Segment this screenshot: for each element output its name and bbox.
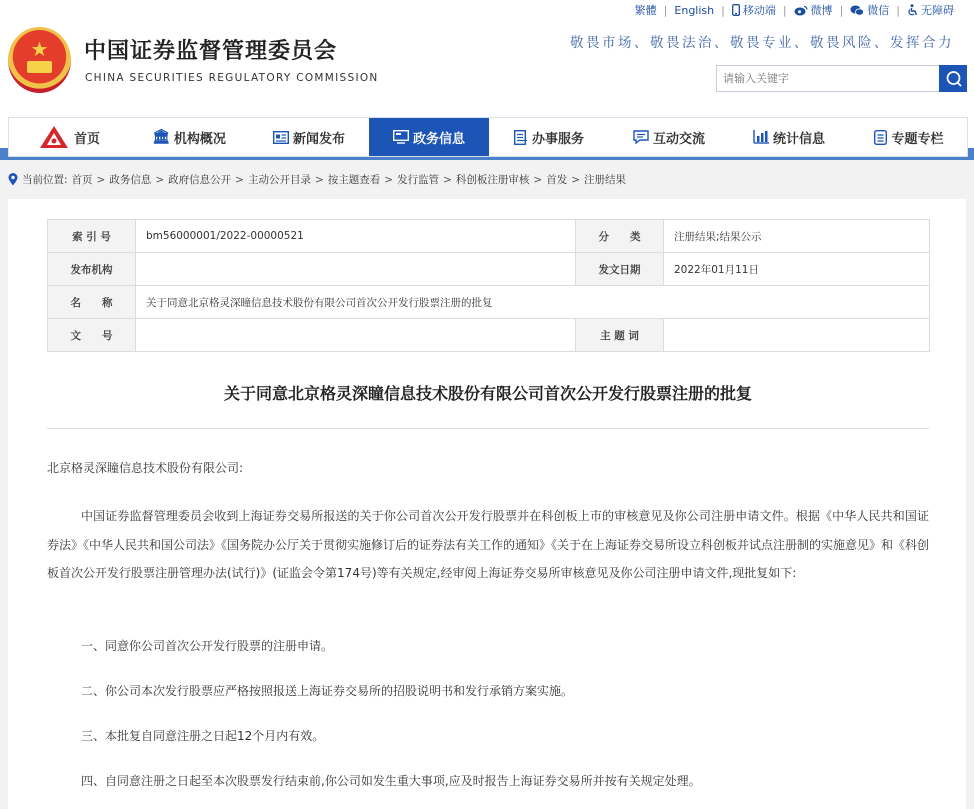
building-icon: 🏛	[152, 129, 170, 145]
accessibility-link-label: 无障碍	[921, 4, 954, 17]
document-icon	[514, 130, 528, 145]
nav-item-label: 首页	[73, 131, 100, 147]
separator: |	[896, 3, 900, 17]
monitor-icon	[393, 130, 409, 144]
breadcrumb-separator: >	[384, 173, 394, 186]
weibo-link-label: 微博	[810, 4, 833, 17]
national-emblem-logo	[8, 27, 71, 93]
table-row	[48, 220, 930, 253]
index-label: 索 引 号	[48, 220, 136, 253]
nav-item-home[interactable]	[9, 118, 129, 156]
nav-item-statistics[interactable]	[729, 118, 849, 156]
breadcrumb-item[interactable]: 首页	[71, 174, 93, 186]
breadcrumb-separator: >	[155, 173, 165, 186]
nav-item-label: 机构概况	[173, 131, 226, 147]
issuer-value	[136, 253, 576, 286]
breadcrumb-prefix: 当前位置:	[22, 174, 68, 186]
wechat-icon	[850, 5, 864, 16]
search-box	[716, 65, 967, 92]
separator: |	[663, 3, 668, 17]
nav-item-about[interactable]	[129, 118, 249, 156]
bar-chart-icon	[753, 130, 769, 144]
nav-item-topics[interactable]	[849, 118, 969, 156]
breadcrumb-separator: >	[235, 173, 244, 186]
breadcrumb-separator: >	[443, 173, 452, 186]
traditional-chinese-link[interactable]: 繁體	[634, 4, 657, 17]
approval-item: 一、同意你公司首次公开发行股票的注册申请。	[81, 639, 334, 653]
nav-item-interaction[interactable]	[609, 118, 729, 156]
keywords-label: 主 题 词	[576, 319, 664, 352]
search-button[interactable]	[939, 65, 967, 92]
approval-item: 二、你公司本次发行股票应严格按照报送上海证券交易所的招股说明书和发行承销方案实施。	[81, 684, 574, 698]
search-input[interactable]	[717, 66, 939, 91]
breadcrumb-item[interactable]: 政务信息	[109, 174, 152, 186]
category-label: 分 类	[576, 220, 664, 253]
gate-icon	[27, 61, 52, 73]
nav-item-label: 专题专栏	[891, 131, 944, 147]
issuer-label: 发布机构	[48, 253, 136, 286]
nav-item-government-info[interactable]	[369, 118, 489, 156]
table-row	[48, 319, 930, 352]
top-links	[635, 2, 954, 18]
org-name-en: CHINA SECURITIES REGULATORY COMMISSION	[85, 72, 379, 84]
breadcrumb-item[interactable]: 科创板注册审核	[455, 174, 530, 186]
separator: |	[839, 3, 844, 17]
accessibility-icon	[907, 4, 918, 16]
date-label: 发文日期	[576, 253, 664, 286]
breadcrumb-item[interactable]: 政府信息公开	[168, 174, 232, 186]
breadcrumb-separator: >	[571, 173, 581, 186]
nav-item-label: 新闻发布	[292, 131, 345, 147]
breadcrumb	[8, 172, 626, 187]
breadcrumb-separator: >	[314, 173, 324, 186]
nav-item-news[interactable]	[249, 118, 369, 156]
nav-item-label: 政务信息	[412, 131, 465, 147]
mobile-link[interactable]	[732, 2, 776, 18]
name-label: 名 称	[48, 286, 136, 319]
addressee: 北京格灵深瞳信息技术股份有限公司:	[47, 461, 244, 475]
breadcrumb-item[interactable]: 首发	[546, 174, 568, 186]
breadcrumb-item[interactable]: 发行监管	[397, 174, 440, 186]
breadcrumb-separator: >	[96, 173, 106, 186]
content-panel	[8, 199, 966, 809]
document-title: 关于同意北京格灵深瞳信息技术股份有限公司首次公开发行股票注册的批复	[223, 384, 752, 403]
news-icon	[273, 131, 289, 144]
index-value: bm56000001/2022-00000521	[136, 220, 576, 253]
docno-value	[136, 319, 576, 352]
table-row	[48, 253, 930, 286]
main-nav	[8, 117, 968, 157]
separator: |	[721, 3, 725, 17]
english-link[interactable]: English	[674, 3, 715, 17]
breadcrumb-item[interactable]: 按主题查看	[327, 174, 381, 186]
nav-item-label: 互动交流	[652, 131, 705, 147]
document-metadata-table	[47, 219, 930, 352]
mobile-link-label: 移动端	[742, 4, 776, 17]
keywords-value	[664, 319, 930, 352]
nav-item-label: 办事服务	[531, 131, 584, 147]
mobile-icon	[732, 4, 740, 16]
wechat-link[interactable]	[850, 2, 889, 18]
chat-icon	[633, 130, 649, 144]
category-value: 注册结果;结果公示	[664, 220, 930, 253]
divider	[47, 428, 929, 429]
breadcrumb-separator: >	[533, 173, 543, 186]
approval-item: 三、本批复自同意注册之日起12个月内有效。	[81, 729, 325, 743]
nav-item-label: 统计信息	[772, 131, 825, 147]
site-header	[0, 0, 974, 115]
body-paragraph: 中国证券监督管理委员会收到上海证券交易所报送的关于你公司首次公开发行股票并在科创板上市的审核意见及你公司注册申请文件。根据《中华人民共和国证券法》《中华人民共和国公司法》《国务院办公厅关于贯彻实施修订后的证券法有关工作的通知》《关于在上海证券交易所设立科创板并试点注册制的实施意见》和《科创板首次公开发行股票注册管理办法(试行)》(证监会令第174号)等有关规定,经审阅上海证券交易所审核意见及你公司注册申请文件,现批复如下:	[47, 509, 930, 580]
breadcrumb-item[interactable]: 主动公开目录	[247, 174, 311, 186]
docno-label: 文 号	[48, 319, 136, 352]
weibo-link[interactable]	[794, 2, 833, 18]
approval-item: 四、自同意注册之日起至本次股票发行结束前,你公司如发生重大事项,应及时报告上海证券交易所并按有关规定处理。	[81, 774, 701, 788]
topic-icon	[874, 130, 887, 145]
name-value: 关于同意北京格灵深瞳信息技术股份有限公司首次公开发行股票注册的批复	[136, 286, 930, 319]
org-name-cn[interactable]: 中国证券监督管理委员会	[84, 39, 338, 64]
separator: |	[782, 3, 787, 17]
nav-item-services[interactable]	[489, 118, 609, 156]
breadcrumb-item-current[interactable]: 注册结果	[584, 174, 627, 186]
star-icon: ★	[30, 37, 49, 61]
weibo-icon	[794, 5, 808, 16]
wechat-link-label: 微信	[867, 4, 890, 17]
search-icon	[945, 70, 962, 87]
accessibility-link[interactable]	[907, 2, 954, 18]
table-row	[48, 286, 930, 319]
date-value: 2022年01月11日	[664, 253, 930, 286]
location-pin-icon	[8, 173, 18, 186]
home-icon	[38, 125, 70, 149]
motto-slogan: 敬畏市场、敬畏法治、敬畏专业、敬畏风险、发挥合力	[570, 35, 954, 51]
